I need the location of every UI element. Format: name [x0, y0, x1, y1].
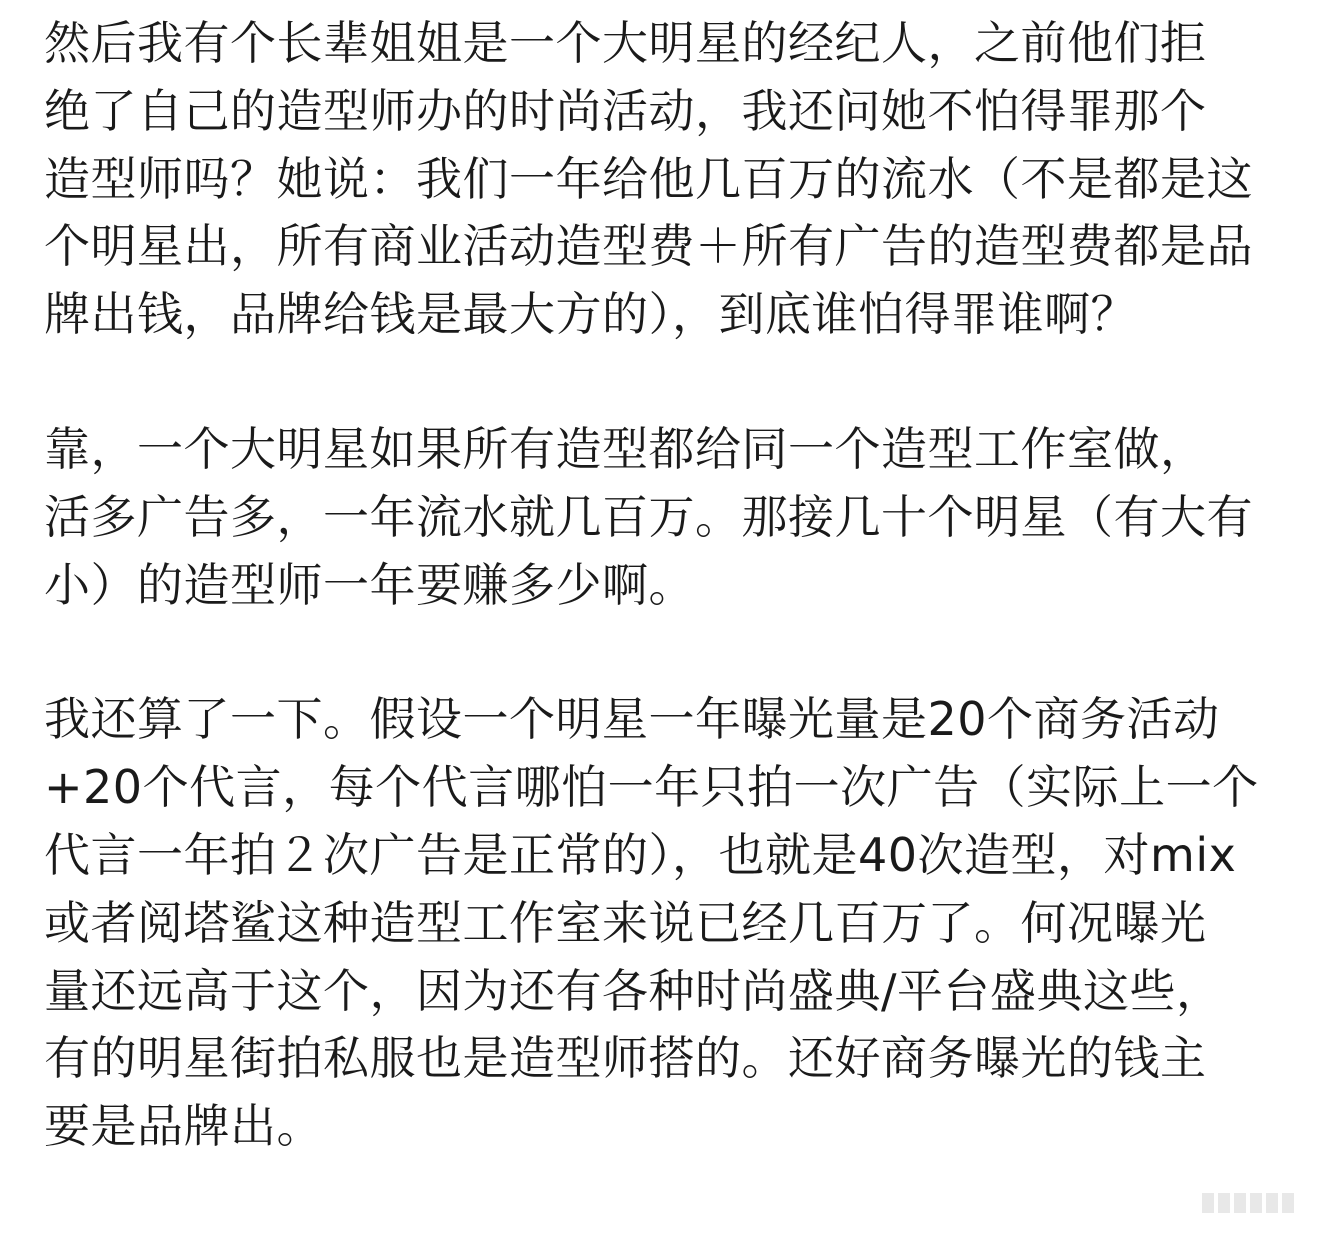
paragraph-3: [44, 686, 1284, 1161]
text-line: 造型师吗？她说：我们一年给他几百万的流水（不是都是这: [44, 151, 1253, 206]
text-line: 小）的造型师一年要赚多少啊。: [44, 557, 695, 612]
text-line: 绝了自己的造型师办的时尚活动，我还问她不怕得罪那个: [44, 83, 1207, 138]
text-line: 要是品牌出。: [44, 1099, 323, 1154]
text-line: 活多广告多，一年流水就几百万。那接几十个明星（有大有: [44, 489, 1253, 544]
text-line: 个明星出，所有商业活动造型费＋所有广告的造型费都是品: [44, 219, 1253, 274]
text-line: 我还算了一下。假设一个明星一年曝光量是20个商务活动: [44, 692, 1220, 747]
paragraph-1: [44, 10, 1284, 349]
text-line: +20个代言，每个代言哪怕一年只拍一次广告（实际上一个: [44, 760, 1259, 815]
text-line: 代言一年拍２次广告是正常的），也就是40次造型，对mix: [44, 827, 1237, 882]
text-line: 或者阅塔鲨这种造型工作室来说已经几百万了。何况曝光: [44, 895, 1207, 950]
paragraph-2: [44, 416, 1284, 619]
text-line: 靠，一个大明星如果所有造型都给同一个造型工作室做，: [44, 421, 1207, 476]
text-line: 牌出钱，品牌给钱是最大方的），到底谁怕得罪谁啊？: [44, 287, 1137, 342]
text-line: 有的明星街拍私服也是造型师搭的。还好商务曝光的钱主: [44, 1031, 1207, 1086]
watermark-logo: [1196, 1183, 1306, 1223]
post-body: [44, 10, 1284, 1228]
text-line: 量还远高于这个，因为还有各种时尚盛典/平台盛典这些，: [44, 963, 1223, 1018]
text-line: 然后我有个长辈姐姐是一个大明星的经纪人，之前他们拒: [44, 16, 1207, 70]
